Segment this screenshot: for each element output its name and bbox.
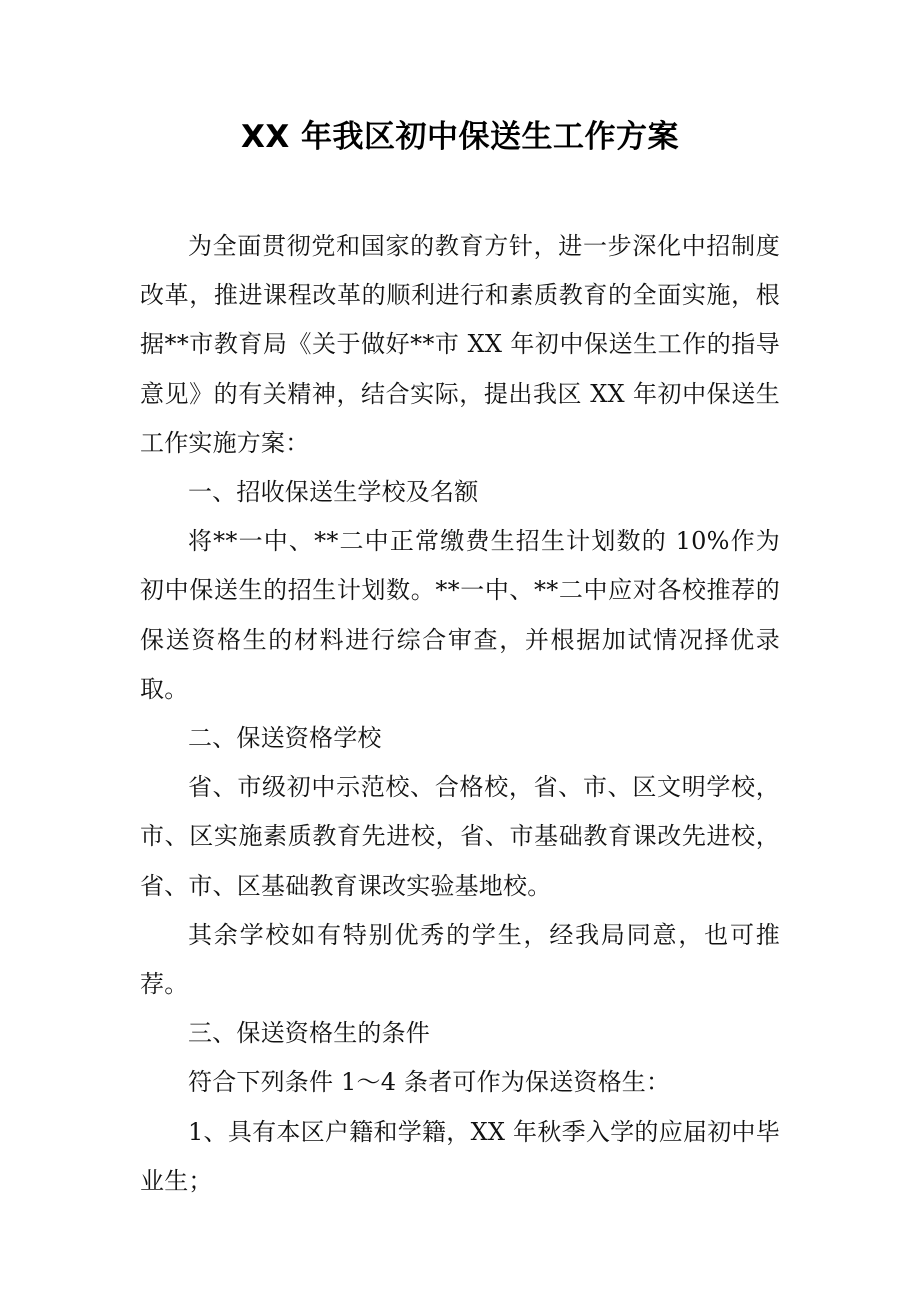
section-heading-2: 二、保送资格学校 (188, 724, 382, 753)
document-body (140, 222, 780, 1206)
document-title: XX 年我区初中保送生工作方案 (240, 119, 680, 155)
condition-item-1: 1、具有本区户籍和学籍，XX 年秋季入学的应届初中毕业生； (140, 1117, 780, 1195)
section-2-note: 其余学校如有特别优秀的学生，经我局同意，也可推荐。 (140, 920, 780, 999)
section-heading-3: 三、保送资格生的条件 (188, 1019, 430, 1048)
section-3-intro: 符合下列条件 1～4 条者可作为保送资格生： (188, 1068, 671, 1097)
section-1-paragraph: 将**一中、**二中正常缴费生招生计划数的 10%作为初中保送生的招生计划数。**一中、**二中应对各校推荐的保送资格生的材料进行综合审查，并根据加试情况择优录取。 (140, 527, 780, 703)
section-2-paragraph: 省、市级初中示范校、合格校，省、市、区文明学校，市、区实施素质教育先进校，省、市基础教育课改先进校，省、市、区基础教育课改实验基地校。 (140, 773, 780, 900)
intro-paragraph: 为全面贯彻党和国家的教育方针，进一步深化中招制度改革，推进课程改革的顺利进行和素质教育的全面实施，根据**市教育局《关于做好**市 XX 年初中保送生工作的指导意见》的有关精神，结合实际，提出我区 XX 年初中保送生工作实施方案： (140, 232, 780, 457)
section-heading-1: 一、招收保送生学校及名额 (188, 478, 479, 507)
